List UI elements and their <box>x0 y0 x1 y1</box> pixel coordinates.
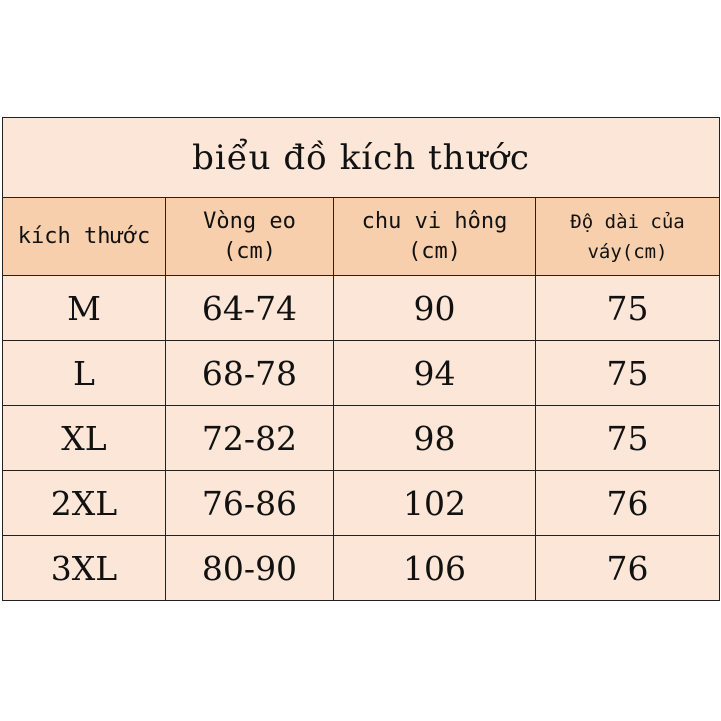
length-cell: 76 <box>536 471 720 536</box>
table-row <box>3 471 720 536</box>
header-length-line1: Độ dài của <box>570 210 685 233</box>
header-row <box>3 198 720 276</box>
header-hip-line2: (cm) <box>408 238 461 264</box>
size-cell: 3XL <box>3 536 166 601</box>
hip-cell: 98 <box>334 406 536 471</box>
header-length <box>536 198 720 276</box>
header-hip-line1: chu vi hông <box>361 208 508 234</box>
header-size <box>3 198 166 276</box>
length-cell: 75 <box>536 341 720 406</box>
table-row <box>3 276 720 341</box>
header-waist <box>166 198 334 276</box>
hip-cell: 90 <box>334 276 536 341</box>
hip-cell: 106 <box>334 536 536 601</box>
chart-title: biểu đồ kích thước <box>3 118 720 198</box>
length-cell: 76 <box>536 536 720 601</box>
title-row <box>3 118 720 198</box>
header-size-line1: kích thước <box>17 223 151 249</box>
size-chart-table <box>2 117 720 601</box>
waist-cell: 64-74 <box>166 276 334 341</box>
header-waist-line2: (cm) <box>223 238 276 264</box>
header-length-line2: váy(cm) <box>587 240 668 263</box>
header-waist-line1: Vòng eo <box>203 208 296 234</box>
waist-cell: 76-86 <box>166 471 334 536</box>
table-row <box>3 536 720 601</box>
length-cell: 75 <box>536 406 720 471</box>
table-row <box>3 406 720 471</box>
size-cell: M <box>3 276 166 341</box>
waist-cell: 68-78 <box>166 341 334 406</box>
size-cell: 2XL <box>3 471 166 536</box>
waist-cell: 72-82 <box>166 406 334 471</box>
table-row <box>3 341 720 406</box>
hip-cell: 94 <box>334 341 536 406</box>
size-cell: L <box>3 341 166 406</box>
size-cell: XL <box>3 406 166 471</box>
waist-cell: 80-90 <box>166 536 334 601</box>
header-hip <box>334 198 536 276</box>
length-cell: 75 <box>536 276 720 341</box>
hip-cell: 102 <box>334 471 536 536</box>
